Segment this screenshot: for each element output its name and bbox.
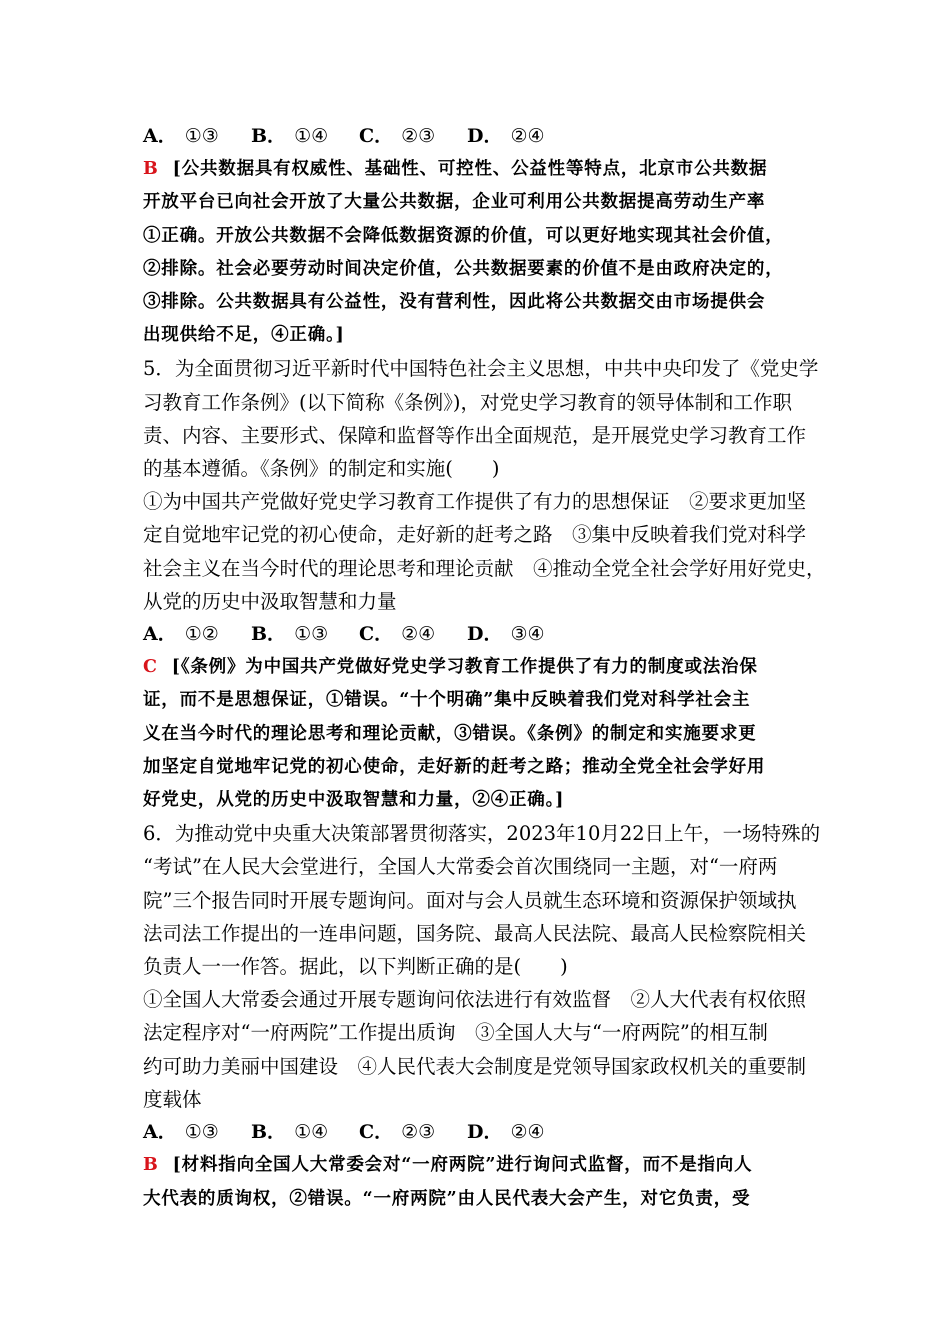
answer-line: 好党史，从党的历史中汲取智慧和力量，②④正确。]	[143, 790, 565, 811]
question-stem-line: 6．为推动党中央重大决策部署贯彻落实，2023年10月22日上午，一场特殊的	[143, 822, 821, 846]
question-stem-line: 法司法工作提出的一连串问题，国务院、最高人民法院、最高人民检察院相关	[143, 921, 807, 945]
answer-line: 义在当今时代的理论思考和理论贡献，③错误。《条例》的制定和实施要求更	[143, 723, 757, 744]
question-stem-line: 负责人一一作答。据此，以下判断正确的是( )	[143, 955, 568, 979]
question-item-line: 约可助力美丽中国建设 ④人民代表大会制度是党领导国家政权机关的重要制	[143, 1054, 807, 1078]
answer-line: ①正确。开放公共数据不会降低数据资源的价值，可以更好地实现其社会价值，	[143, 225, 784, 246]
answer-line: 加坚定自觉地牢记党的初心使命，走好新的赶考之路；推动全党全社会学好用	[143, 756, 766, 777]
answer-line: ③排除。公共数据具有公益性，没有营利性，因此将公共数据交由市场提供会	[143, 292, 766, 313]
question-stem-line: 院”三个报告同时开展专题询问。面对与会人员就生态环境和资源保护领域执	[143, 888, 797, 912]
answer-line: B [材料指向全国人大常委会对“一府两院”进行询问式监督，而不是指向人	[143, 1155, 753, 1176]
q4-options	[143, 120, 823, 153]
q6-options	[143, 1116, 823, 1149]
q4-answer	[143, 153, 823, 352]
answer-line: C [《条例》为中国共产党做好党史学习教育工作提供了有力的制度或法治保	[143, 657, 758, 678]
answer-line: B [公共数据具有权威性、基础性、可控性、公益性等特点，北京市公共数据	[143, 159, 768, 180]
answer-line: 大代表的质询权，②错误。“一府两院”由人民代表大会产生，对它负责，受	[143, 1188, 751, 1209]
question-5	[143, 352, 826, 618]
option-a: A． ①③	[143, 1121, 219, 1144]
question-stem-line: “考试”在人民大会堂进行，全国人大常委会首次围绕同一主题，对“一府两	[143, 855, 778, 879]
option-d: D． ③④	[467, 623, 545, 646]
question-item-line: 度载体	[143, 1087, 202, 1111]
question-stem-line: 5．为全面贯彻习近平新时代中国特色社会主义思想，中共中央印发了《党史学	[143, 357, 819, 381]
option-b: B． ①④	[251, 1121, 329, 1144]
document-content	[143, 120, 826, 1216]
answer-line: 开放平台已向社会开放了大量公共数据，企业可利用公共数据提高劳动生产率	[143, 192, 766, 213]
question-item-line: 定自觉地牢记党的初心使命，走好新的赶考之路 ③集中反映着我们党对科学	[143, 523, 807, 547]
answer-letter: B	[143, 159, 159, 180]
option-a: A． ①③	[143, 125, 219, 147]
option-c: C． ②③	[359, 125, 436, 147]
question-item-line: 社会主义在当今时代的理论思考和理论贡献 ④推动全党全社会学好用好党史，	[143, 556, 826, 580]
question-item-line: ①为中国共产党做好党史学习教育工作提供了有力的思想保证 ②要求更加坚	[143, 490, 807, 514]
q5-options	[143, 618, 823, 651]
question-item-line: 从党的历史中汲取智慧和力量	[143, 589, 397, 613]
q6-answer	[143, 1149, 823, 1215]
option-a: A． ①②	[143, 623, 219, 646]
question-stem-line: 责、内容、主要形式、保障和监督等作出全面规范，是开展党史学习教育工作	[143, 423, 807, 447]
answer-letter: C	[143, 657, 158, 678]
answer-line: 出现供给不足，④正确。]	[143, 325, 345, 346]
question-stem-line: 的基本遵循。《条例》的制定和实施( )	[143, 457, 500, 481]
option-d: D． ②④	[467, 125, 545, 147]
q5-answer	[143, 651, 823, 817]
option-d: D． ②④	[467, 1121, 545, 1144]
answer-letter: B	[143, 1155, 159, 1176]
option-c: C． ②③	[359, 1121, 436, 1144]
question-item-line: ①全国人大常委会通过开展专题询问依法进行有效监督 ②人大代表有权依照	[143, 988, 807, 1012]
answer-line: ②排除。社会必要劳动时间决定价值，公共数据要素的价值不是由政府决定的，	[143, 258, 784, 279]
question-6	[143, 817, 823, 1116]
question-stem-line: 习教育工作条例》(以下简称《条例》)，对党史学习教育的领导体制和工作职	[143, 390, 792, 414]
option-b: B． ①③	[251, 623, 329, 646]
option-c: C． ②④	[359, 623, 436, 646]
option-b: B． ①④	[251, 125, 329, 147]
question-item-line: 法定程序对“一府两院”工作提出质询 ③全国人大与“一府两院”的相互制	[143, 1021, 768, 1045]
answer-line: 证，而不是思想保证，①错误。“十个明确”集中反映着我们党对科学社会主	[143, 690, 751, 711]
